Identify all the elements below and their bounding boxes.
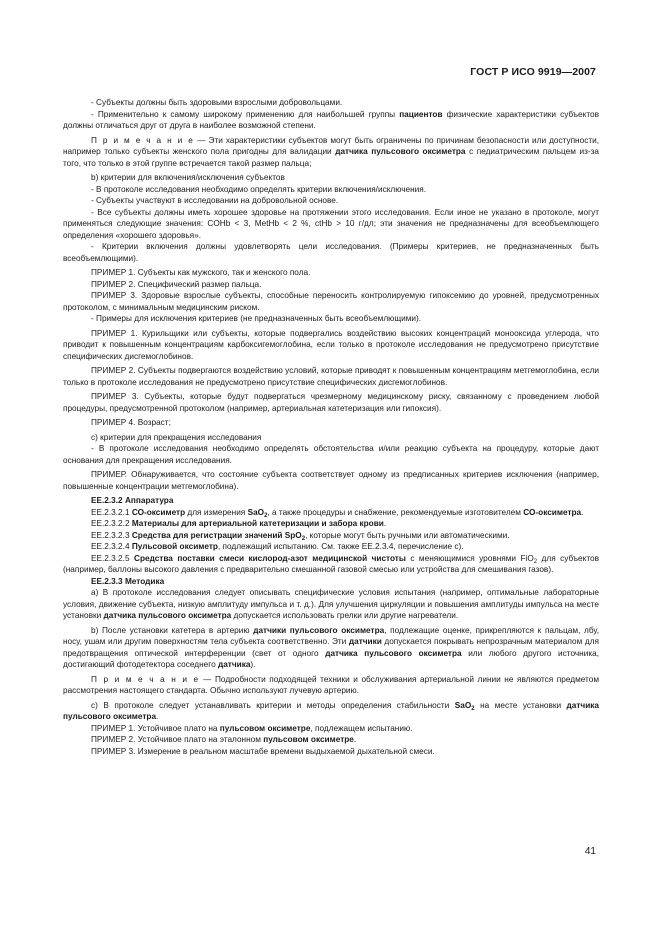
text-run: ПРИМЕР 3. Измерение в реальном масштабе времени выдыхаемой дыхательной смеси. (91, 746, 435, 756)
example-paragraph (63, 734, 599, 746)
example-paragraph (63, 279, 599, 291)
text-run: ПРИМЕР 3. Субъекты, которые будут подвергаться чрезмерному медицинскому риску, связанному с проведением любой процедуры, предусмотренной протоколом (например, артериальная катетеризация или гипоксия). (63, 392, 599, 413)
term-bold: датчика (217, 660, 251, 669)
paragraph (63, 507, 599, 519)
text-run: ПРИМЕР 4. Возраст; (91, 418, 171, 427)
note-label: П р и м е ч а н и е (91, 674, 200, 684)
paragraph (63, 195, 599, 207)
heading-text: ЕЕ.2.3.2 Аппаратура (91, 496, 174, 505)
text-run: , подлежащем испытанию. (310, 723, 413, 733)
text-run: ЕЕ.2.3.2.4 (91, 542, 132, 551)
text-run: - Примеры для исключения критериев (не предназначенных быть всеобъемлющими). (91, 314, 422, 323)
paragraph (63, 109, 599, 132)
text-run: c) критерии для прекращения исследования (91, 432, 262, 442)
example-paragraph (63, 267, 599, 279)
subscript: 2 (264, 512, 268, 519)
text-run: , подлежащие оценке, прикрепляются к пальцам, лбу, носу, ушам или другим поверхностям тела субъекта соответственно. Эти (63, 625, 599, 646)
text-run: для измерения (185, 507, 248, 517)
text-run: . (156, 712, 159, 721)
paragraph (63, 541, 599, 553)
text-run: ЕЕ.2.3.2.2 (91, 519, 132, 528)
example-paragraph (63, 746, 599, 758)
page-body (63, 97, 599, 757)
paragraph (63, 313, 599, 325)
text-run: , которые могут быть ручными или автоматическими. (305, 530, 510, 540)
paragraph (63, 625, 599, 671)
text-run: на месте установки (474, 700, 567, 710)
text-run: допускается использовать грелки или другие нагреватели. (231, 611, 459, 620)
text-run: a) В протоколе исследования следует описывать специфические условия испытания (например, оптимальные лабораторные условия, движение субъекта, низкую амплитуду импульса и т. д.). Для улучшения циркуляции и повышения амплитуды импульса на месте установки (63, 588, 599, 620)
text-run: допускается покрывать непрозрачным материалом для предотвращения оптической интерференции (свет от одного (63, 637, 599, 658)
text-run: ПРИМЕР 2. Специфический размер пальца. (91, 279, 262, 289)
text-run: ПРИМЕР 1. Субъекты как мужского, так и женского пола. (91, 268, 311, 277)
example-paragraph (63, 391, 599, 414)
text-run: - В протоколе исследования необходимо определять обстоятельства и/или реакцию субъекта на процедуру, которые дают основания для прекращения исследования. (63, 444, 599, 465)
text-run: - Все субъекты должны иметь хорошее здоровье на протяжении этого исследования. Если иное не указано в протоколе, могут применяться следующие значения: COHb < 3, MetHb < 2 %, ctHb > 10 г/дл; эти значения не предназначены для всеобъемлющего определения «хорошего здоровья». (63, 207, 599, 240)
example-paragraph (63, 290, 599, 313)
paragraph (63, 97, 599, 109)
text-run: - Субъекты должны быть здоровыми взрослыми добровольцами. (91, 98, 343, 107)
text-run: ЕЕ.2.3.2.5 (91, 553, 134, 563)
text-run: c) В протоколе следует устанавливать критерии и методы определения стабильности (91, 700, 455, 710)
text-run: ПРИМЕР. Обнаруживается, что состояние субъекта соответствует одному из предписанных критериев исключения (например, повышенные концентрации метгемоглобина). (63, 470, 599, 491)
term-bold: датчики пульсового оксиметра (253, 625, 385, 635)
term-bold: Средства для регистрации значений SpO (131, 530, 302, 540)
text-run: , а также процедуры и снабжение, рекомендуемые изготовителем (267, 507, 524, 517)
subscript: 2 (533, 558, 538, 565)
example-paragraph (63, 417, 599, 429)
text-run: . (383, 519, 387, 528)
paragraph (63, 587, 599, 622)
text-run: ЕЕ.2.3.2.3 (91, 530, 132, 540)
term-bold: Средства поставки смеси кислород-азот медицинской чистоты (133, 553, 406, 563)
note-label: П р и м е ч а н и е (91, 135, 195, 145)
page-number: 41 (584, 846, 596, 857)
term-bold: датчика пульсового оксиметра (335, 147, 466, 156)
term-bold: Материалы для артериальной катетеризации и забора крови (131, 519, 384, 528)
paragraph (63, 443, 599, 466)
text-run: ). (250, 660, 256, 669)
text-run: - Критерии включения должны удовлетворять цели исследования. (Примеры критериев, не предназначенных быть всеобъемлющими). (63, 242, 599, 263)
term-bold: SaO (454, 700, 472, 710)
paragraph (63, 184, 599, 196)
paragraph (63, 518, 599, 530)
term-bold: Пульсовой оксиметр (131, 542, 218, 551)
text-run: или любого другого источника, достигающий фотодетектора соседнего (63, 648, 599, 669)
term-bold: SaO (247, 507, 265, 517)
paragraph (63, 207, 599, 242)
text-run: ПРИМЕР 3. Здоровые взрослые субъекты, способные переносить контролируемую гипоксемию до уровней, предусмотренных протоколом, с минимальным медицинским риском. (63, 291, 599, 312)
example-paragraph (63, 328, 599, 363)
term-bold: пациентов (399, 109, 443, 119)
note-paragraph (63, 674, 599, 697)
text-run: - Применительно к самому широкому применению для наибольшей группы (91, 109, 400, 119)
text-run: — Подробности подходящей техники и обслуживания артериальной линии не являются предметом рассмотрения настоящего стандарта. Обычно используют лучевую артерию. (63, 674, 599, 695)
paragraph (63, 530, 599, 542)
text-run: . (353, 735, 357, 744)
example-paragraph (63, 469, 599, 492)
term-bold: пульсовом оксиметре (263, 735, 354, 744)
subscript: 2 (301, 535, 306, 542)
term-bold: пульсовом оксиметре (219, 723, 311, 733)
text-run: для субъектов (например, баллоны высокого давления с предварительно смешанной газовой смесью или устройства для смешивания газов). (63, 553, 600, 574)
text-run: ПРИМЕР 2. Устойчивое плато на эталонном (91, 735, 264, 744)
text-run: — Эти характеристики субъектов могут быть ограничены по причинам безопасности или доступности, например только субъекты женского пола пригодны для валидации (63, 135, 600, 156)
paragraph (63, 241, 599, 264)
paragraph (63, 172, 599, 184)
term-bold: датчика пульсового оксиметра (63, 700, 599, 721)
text-run: с меняющимися уровнями FiO (405, 553, 534, 563)
text-run: физические характеристики субъектов должны отличаться друг от друга в наиболее возможной степени. (63, 109, 600, 130)
example-paragraph (63, 723, 599, 735)
text-run: ЕЕ.2.3.2.1 (91, 507, 132, 517)
text-run: , подлежащий испытанию. См. также ЕЕ.2.3.4, перечисление c). (217, 542, 464, 551)
term-bold: датчика пульсового оксиметра (325, 648, 462, 658)
section-heading (63, 495, 599, 507)
term-bold: СО-оксиметра (523, 507, 582, 517)
paragraph (63, 700, 599, 723)
text-run: с педиатрическим пальцем из-за того, что только в этой группе встречается такой размер пальца; (63, 147, 599, 168)
term-bold: датчика пульсового оксиметра (103, 611, 232, 620)
section-heading (63, 576, 599, 588)
text-run: - Субъекты участвуют в исследовании на добровольной основе. (91, 196, 339, 205)
term-bold: СО-оксиметр (131, 507, 186, 517)
heading-text: ЕЕ.2.3.3 Методика (91, 576, 165, 586)
paragraph (63, 553, 599, 576)
example-paragraph (63, 365, 599, 388)
standard-designation: ГОСТ Р ИСО 9919—2007 (470, 66, 596, 78)
subscript: 2 (471, 705, 475, 712)
text-run: b) После установки катетера в артерию (91, 625, 254, 635)
text-run: b) критерии для включения/исключения субъектов (91, 173, 285, 182)
text-run: - В протоколе исследования необходимо определять критерии включения/исключения. (91, 184, 427, 194)
text-run: ПРИМЕР 2. Субъекты подвергаются воздействию условий, которые приводят к повышенным концентрациям метгемоглобина, если только в протоколе исследования не предусмотрено присутствие специфических дисгемоглобинов. (63, 366, 599, 387)
text-run: . (581, 507, 584, 517)
paragraph (63, 432, 599, 444)
term-bold: датчики (348, 637, 382, 646)
text-run: ПРИМЕР 1. Устойчивое плато на (91, 723, 220, 733)
text-run: ПРИМЕР 1. Курильщики или субъекты, которые подвергались воздействию высоких концентраций монооксида углерода, что приводит к повышенным концентрациям карбоксигемоглобина, если только в протоколе исследования не предусмотрено присутствие специфических дисгемоглобинов. (63, 328, 599, 361)
note-paragraph (63, 135, 599, 170)
